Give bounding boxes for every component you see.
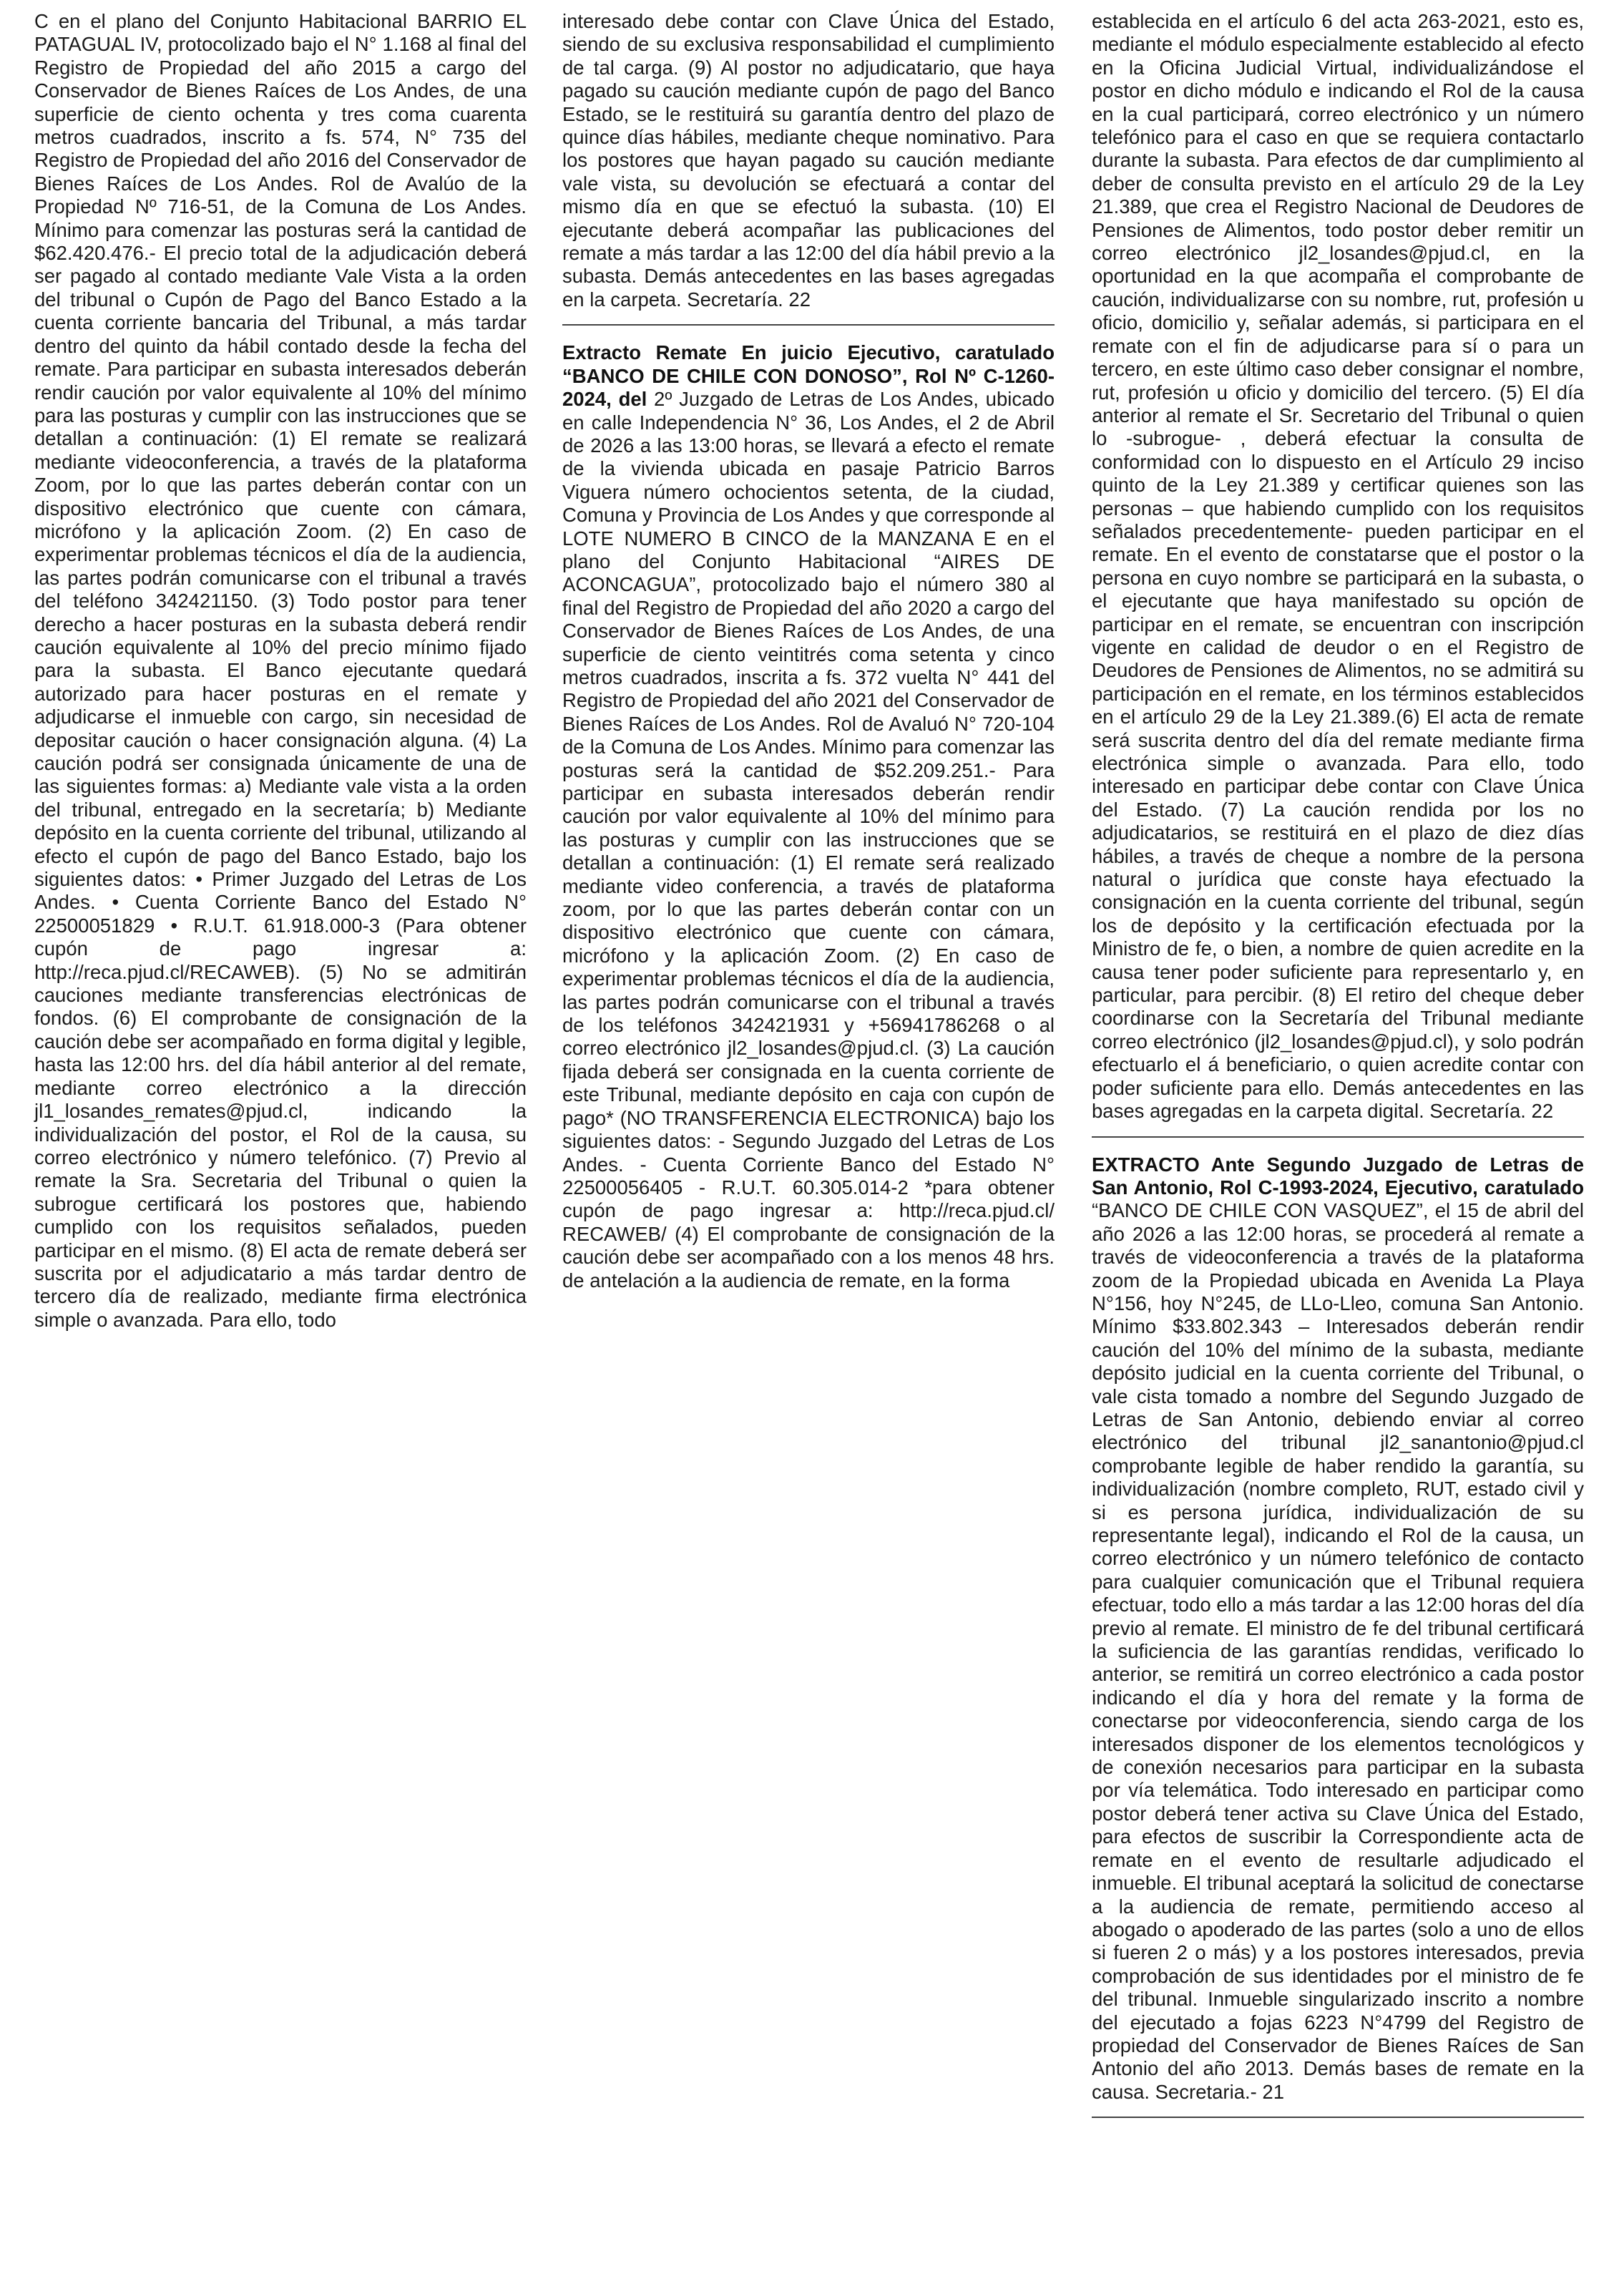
notice-text (1092, 1153, 1584, 2104)
column-3 (1092, 10, 1584, 2134)
notice-text: interesado debe contar con Clave Única del Estado, siendo de su exclusiva responsabilidad el cumplimiento de tal carga. (9) Al postor no adjudicatario, que haya pagado su caución mediante cupón de pago del Banco Estado, se le restituirá su garantía dentro del plazo de quince días hábiles, mediante cheque nominativo. Para los postores que hayan pagado su caución mediante vale vista, su devolución se efectuará a contar del mismo día en que se efectuó la subasta. (10) El ejecutante deberá acompañar las publicaciones del remate a más tardar a las 12:00 del día hábil previo a la subasta. Demás antecedentes en las bases agregadas en la carpeta. Secretaría. 22 (562, 10, 1055, 311)
newspaper-page (34, 10, 1588, 2285)
column-1 (34, 10, 527, 1332)
notice-text: C en el plano del Conjunto Habitacional BARRIO EL PATAGUAL IV, protocolizado bajo el N° 1.168 al final del Registro de Propiedad del año 2015 a cargo del Conservador de Bienes Raíces de Los Andes, de una superficie de ciento ochenta y tres coma cuarenta metros cuadrados, inscrito a fs. 574, N° 735 del Registro de Propiedad del año 2016 del Conservador de Bienes Raíces de Los Andes. Rol de Avalúo de la Propiedad Nº 716-51, de la Comuna de Los Andes. Mínimo para comenzar las posturas será la cantidad de $62.420.476.- El precio total de la adjudicación deberá ser pagado al contado mediante Vale Vista a la orden del tribunal o Cupón de Pago del Banco Estado a la cuenta corriente bancaria del Tribunal, a más tardar dentro del quinto da hábil contado desde la fecha del remate. Para participar en subasta interesados deberán rendir caución por valor equivalente al 10% del mínimo para las posturas y cumplir con las instrucciones que se detallan a continuación: (1) El remate se realizará mediante videoconferencia, a través de la plataforma Zoom, por lo que las partes deberán contar con un dispositivo electrónico que cuente con cámara, micrófono y la aplicación Zoom. (2) En caso de experimentar problemas técnicos el día de la audiencia, las partes podrán comunicarse con el tribunal a través del teléfono 342421150. (3) Todo postor para tener derecho a hacer posturas en la subasta deberá rendir caución equivalente al 10% del precio mínimo fijado para la subasta. El Banco ejecutante quedará autorizado para hacer posturas en el remate y adjudicarse el inmueble con cargo, sin necesidad de depositar caución o hacer consignación alguna. (4) La caución podrá ser consignada únicamente de una de las siguientes formas: a) Mediante vale vista a la orden del tribunal, entregado en la secretaría; b) Mediante depósito en la cuenta corriente del tribunal, utilizando al efecto el cupón de pago del Banco Estado, bajo los siguientes datos: • Primer Juzgado del Letras de Los Andes. • Cuenta Corriente Banco del Estado N° 22500051829 • R.U.T. 61.918.000-3 (Para obtener cupón de pago ingresar a: http://reca.pjud.cl/RECAWEB). (5) No se admitirán cauciones mediante transferencias electrónicas de fondos. (6) El comprobante de consignación de la caución debe ser acompañado en forma digital y legible, hasta las 12:00 hrs. del día hábil anterior al del remate, mediante correo electrónico a la dirección jl1_losandes_remates@pjud.cl, indicando la individualización del postor, el Rol de la causa, su correo electrónico y número telefónico. (7) Previo al remate la Sra. Secretaria del Tribunal o quien la subrogue certificará los postores que, habiendo cumplido con los requisitos señalados, pueden participar en el mismo. (8) El acta de remate deberá ser suscrita por el adjudicatario a más tardar dentro de tercero día de realizado, mediante firma electrónica simple o avanzada. Para ello, todo (34, 10, 527, 1331)
notice-text (562, 341, 1055, 1292)
notice-text: establecida en el artículo 6 del acta 263-2021, esto es, mediante el módulo especialmente establecido al efecto en la Oficina Judicial Virtual, individualizándose el postor en dicho módulo e indicando el Rol de la causa en la cual participará, correo electrónico y un número telefónico para el caso en que se requiera contactarlo durante la subasta. Para efectos de dar cumplimiento al deber de consulta previsto en el artículo 29 de la Ley 21.389, que crea el Registro Nacional de Deudores de Pensiones de Alimentos, todo postor deber remitir un correo electrónico jl2_losandes@pjud.cl, en la oportunidad en la que acompaña el comprobante de caución, individualizarse con su nombre, rut, profesión u oficio, domicilio y, señalar además, si participara en el remate con el fin de adjudicarse para sí o para un tercero, en este último caso deber consignar el nombre, rut, profesión u oficio y domicilio del tercero. (5) El día anterior al remate el Sr. Secretario del Tribunal o quien lo -subrogue- , deberá efectuar la consulta de conformidad con lo dispuesto en el Artículo 29 inciso quinto de la Ley 21.389 y certificar quienes son las personas – que habiendo cumplido con los requisitos señalados precedentemente- pueden participar en el remate. En el evento de constatarse que el postor o la persona en cuyo nombre se participará en la subasta, o el ejecutante que haya manifestado su opción de participar en el remate, se encuentran con inscripción vigente en calidad de deudor o en el Registro de Deudores de Pensiones de Alimentos, no se admitirá su participación en el remate, en los términos establecidos en el artículo 29 de la Ley 21.389.(6) El acta de remate será suscrita dentro del día del remate mediante firma electrónica simple o avanzada. Para ello, todo interesado en participar debe contar con Clave Única del Estado. (7) La caución rendida por los no adjudicatarios, se restituirá en el plazo de diez días hábiles, a través de cheque a nombre de la persona natural o jurídica que conste haya efectuado la consignación en la cuenta corriente del tribunal, según los de depósito y la certificación efectuada por la Ministro de fe, o bien, a nombre de quien acredite en la causa tener poder suficiente para representarlo y, en particular, para percibir. (8) El retiro del cheque deber coordinarse con la Secretaría del Tribunal mediante correo electrónico (jl2_losandes@pjud.cl), y solo podrán efectuarlo el á beneficiario, o quien acredite contar con poder suficiente para ello. Demás antecedentes en las bases agregadas en la carpeta digital. Secretaría. 22 (1092, 10, 1584, 1123)
divider (1092, 2117, 1584, 2118)
divider (562, 324, 1055, 326)
notice-body: “BANCO DE CHILE CON VASQUEZ”, el 15 de abril del año 2026 a las 12:00 horas, se procederá al remate a través de videoconferencia a través de la plataforma zoom de la Propiedad ubicada en Avenida La Playa N°156, hoy N°245, de LLo-Lleo, comuna San Antonio. Mínimo $33.802.343 – Interesados deberán rendir caución del 10% del mínimo de la subasta, mediante depósito judicial en la cuenta corriente del Tribunal, o vale cista tomado a nombre del Segundo Juzgado de Letras de San Antonio, debiendo enviar al correo electrónico del tribunal jl2_sanantonio@pjud.cl comprobante legible de haber rendido la garantía, su individualización (nombre completo, RUT, estado civil y si es persona jurídica, individualización de su representante legal), indicando el Rol de la causa, un correo electrónico y un número telefónico de contacto para cualquier comunicación que el Tribunal requiera efectuar, todo ello a más tardar a las 12:00 horas del día previo al remate. El ministro de fe del tribunal certificará la suficiencia de las garantías rendidas, verificado lo anterior, se remitirá un correo electrónico a cada postor indicando el día y hora del remate y la forma de conectarse por videoconferencia, siendo carga de los interesados disponer de los elementos tecnológicos y de conexión necesarios para participar en la subasta por vía telemática. Todo interesado en participar como postor deberá tener activa su Clave Única del Estado, para efectos de suscribir la Correspondiente acta de remate en el evento de resultarle adjudicado el inmueble. El tribunal aceptará la solicitud de conectarse a la audiencia de remate, permitiendo acceso al abogado o apoderado de las partes (solo a uno de ellos si fueren 2 o más) y a los postores interesados, previa comprobación de sus identidades por el ministro de fe del tribunal. Inmueble singularizado inscrito a nombre del ejecutado a fojas 6223 N°4799 del Registro de propiedad del Conservador de Bienes Raíces de San Antonio del año 2013. Demás bases de remate en la causa. Secretaria.- 21 (1092, 1199, 1584, 2103)
notice-heading: Extracto Remate En juicio Ejecutivo, caratulado “BANCO DE CHILE CON DONOSO”, Rol Nº C-1260-2024, del (562, 341, 1055, 411)
notice-body: 2º Juzgado de Letras de Los Andes, ubicado en calle Independencia N° 36, Los Andes, el 2 de Abril de 2026 a las 13:00 horas, se llevará a efecto el remate de la vivienda ubicada en pasaje Patricio Barros Viguera número ochocientos setenta, de la ciudad, Comuna y Provincia de Los Andes y que corresponde al LOTE NUMERO B CINCO de la MANZANA E en el plano del Conjunto Habitacional “AIRES DE ACONCAGUA”, protocolizado bajo el número 380 al final del Registro de Propiedad del año 2020 a cargo del Conservador de Bienes Raíces de Los Andes, de una superficie de ciento veintitrés coma setenta y cinco metros cuadrados, inscrita a fs. 372 vuelta N° 441 del Registro de Propiedad del año 2021 del Conservador de Bienes Raíces de Los Andes. Rol de Avaluó N° 720-104 de la Comuna de Los Andes. Mínimo para comenzar las posturas será la cantidad de $52.209.251.- Para participar en subasta interesados deberán rendir caución por valor equivalente al 10% del mínimo para las posturas y cumplir con las instrucciones que se detallan a continuación: (1) El remate será realizado mediante video conferencia, a través de plataforma zoom, por lo que las partes deberán contar con un dispositivo electrónico que cuente con cámara, micrófono y la aplicación Zoom. (2) En caso de experimentar problemas técnicos el día de la audiencia, las partes podrán comunicarse con el tribunal a través de los teléfonos 342421931 y +56941786268 o al correo electrónico jl2_losandes@pjud.cl. (3) La caución fijada deberá ser consignada en la cuenta corriente de este Tribunal, mediante depósito en caja con cupón de pago* (NO TRANSFERENCIA ELECTRONICA) bajo los siguientes datos: - Segundo Juzgado del Letras de Los Andes. - Cuenta Corriente Banco del Estado N° 22500056405 - R.U.T. 60.305.014-2 *para obtener cupón de pago ingresar a: http://reca.pjud.cl/ RECAWEB/ (4) El comprobante de consignación de la caución debe ser acompañado con a los menos 48 hrs. de antelación a la audiencia de remate, en la forma (562, 388, 1055, 1292)
column-2 (562, 10, 1055, 1292)
divider (1092, 1136, 1584, 1138)
notice-heading: EXTRACTO Ante Segundo Juzgado de Letras de San Antonio, Rol C-1993-2024, Ejecutivo, caratulado (1092, 1153, 1584, 1199)
